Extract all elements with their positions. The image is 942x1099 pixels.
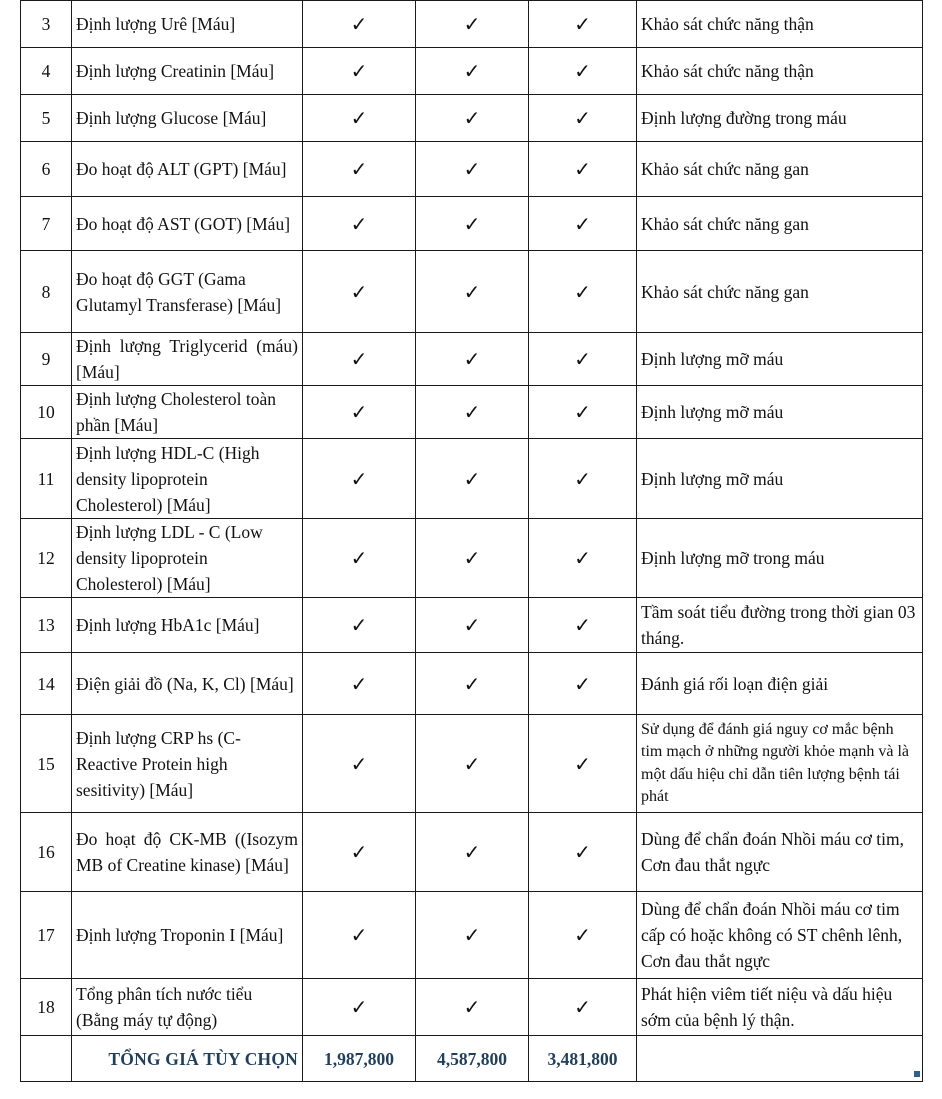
table-row <box>21 979 923 1036</box>
test-name: Tổng phân tích nước tiểu (Bằng máy tự động) <box>72 979 303 1036</box>
total-blank-cell <box>21 1036 72 1082</box>
check-icon: ✓ <box>303 333 416 386</box>
test-purpose: Phát hiện viêm tiết niệu và dấu hiệu sớm của bệnh lý thận. <box>637 979 923 1036</box>
row-number: 5 <box>21 95 72 142</box>
test-purpose: Định lượng mỡ trong máu <box>637 519 923 598</box>
check-icon: ✓ <box>529 95 637 142</box>
row-number: 9 <box>21 333 72 386</box>
total-price: 1,987,800 <box>303 1036 416 1082</box>
table-row <box>21 598 923 653</box>
table-row <box>21 439 923 519</box>
check-icon: ✓ <box>529 439 637 519</box>
test-purpose: Định lượng mỡ máu <box>637 333 923 386</box>
table-row <box>21 1 923 48</box>
lab-test-price-table <box>20 0 923 1082</box>
table-row <box>21 95 923 142</box>
resize-handle-icon <box>914 1071 920 1077</box>
test-purpose: Định lượng mỡ máu <box>637 386 923 439</box>
test-name: Định lượng CRP hs (C-Reactive Protein high sesitivity) [Máu] <box>72 715 303 813</box>
table-row <box>21 142 923 197</box>
test-purpose: Khảo sát chức năng gan <box>637 197 923 251</box>
check-icon: ✓ <box>303 1 416 48</box>
check-icon: ✓ <box>529 519 637 598</box>
test-purpose: Dùng để chẩn đoán Nhồi máu cơ tim cấp có hoặc không có ST chênh lênh, Cơn đau thắt ngực <box>637 892 923 979</box>
test-name: Định lượng Urê [Máu] <box>72 1 303 48</box>
check-icon: ✓ <box>303 598 416 653</box>
table-row <box>21 251 923 333</box>
test-purpose: Dùng để chẩn đoán Nhồi máu cơ tim, Cơn đau thắt ngực <box>637 813 923 892</box>
table-row <box>21 519 923 598</box>
row-number: 15 <box>21 715 72 813</box>
check-icon: ✓ <box>416 979 529 1036</box>
check-icon: ✓ <box>303 48 416 95</box>
check-icon: ✓ <box>416 333 529 386</box>
total-price: 4,587,800 <box>416 1036 529 1082</box>
check-icon: ✓ <box>529 892 637 979</box>
row-number: 14 <box>21 653 72 715</box>
test-purpose: Khảo sát chức năng gan <box>637 251 923 333</box>
test-name: Định lượng Creatinin [Máu] <box>72 48 303 95</box>
check-icon: ✓ <box>416 142 529 197</box>
check-icon: ✓ <box>529 653 637 715</box>
check-icon: ✓ <box>303 197 416 251</box>
check-icon: ✓ <box>529 1 637 48</box>
check-icon: ✓ <box>416 48 529 95</box>
row-number: 16 <box>21 813 72 892</box>
test-name: Định lượng Troponin I [Máu] <box>72 892 303 979</box>
check-icon: ✓ <box>529 715 637 813</box>
check-icon: ✓ <box>416 197 529 251</box>
test-name: Đo hoạt độ AST (GOT) [Máu] <box>72 197 303 251</box>
test-purpose: Định lượng mỡ máu <box>637 439 923 519</box>
check-icon: ✓ <box>303 142 416 197</box>
test-name: Đo hoạt độ CK-MB ((Isozym MB of Creatine kinase) [Máu] <box>72 813 303 892</box>
test-name: Đo hoạt độ GGT (Gama Glutamyl Transferase) [Máu] <box>72 251 303 333</box>
test-purpose: Sử dụng để đánh giá nguy cơ mắc bệnh tim mạch ở những người khỏe mạnh và là một dấu hiệu chỉ dẫn tiên lượng bệnh tái phát <box>637 715 923 813</box>
table-row <box>21 48 923 95</box>
row-number: 18 <box>21 979 72 1036</box>
test-purpose: Khảo sát chức năng thận <box>637 48 923 95</box>
check-icon: ✓ <box>303 386 416 439</box>
check-icon: ✓ <box>416 386 529 439</box>
check-icon: ✓ <box>416 251 529 333</box>
test-purpose: Tầm soát tiểu đường trong thời gian 03 tháng. <box>637 598 923 653</box>
check-icon: ✓ <box>303 715 416 813</box>
row-number: 12 <box>21 519 72 598</box>
check-icon: ✓ <box>416 1 529 48</box>
table-row <box>21 653 923 715</box>
row-number: 7 <box>21 197 72 251</box>
row-number: 11 <box>21 439 72 519</box>
test-name: Định lượng Cholesterol toàn phần [Máu] <box>72 386 303 439</box>
test-name: Định lượng HDL-C (High density lipoprotein Cholesterol) [Máu] <box>72 439 303 519</box>
check-icon: ✓ <box>416 598 529 653</box>
row-number: 6 <box>21 142 72 197</box>
table-row <box>21 715 923 813</box>
row-number: 13 <box>21 598 72 653</box>
test-name: Định lượng LDL - C (Low density lipoprotein Cholesterol) [Máu] <box>72 519 303 598</box>
table-row <box>21 333 923 386</box>
row-number: 3 <box>21 1 72 48</box>
test-name: Định lượng Triglycerid (máu) [Máu] <box>72 333 303 386</box>
row-number: 8 <box>21 251 72 333</box>
check-icon: ✓ <box>529 251 637 333</box>
row-number: 10 <box>21 386 72 439</box>
check-icon: ✓ <box>529 333 637 386</box>
check-icon: ✓ <box>529 142 637 197</box>
check-icon: ✓ <box>303 251 416 333</box>
check-icon: ✓ <box>416 892 529 979</box>
check-icon: ✓ <box>303 813 416 892</box>
check-icon: ✓ <box>529 197 637 251</box>
row-number: 4 <box>21 48 72 95</box>
check-icon: ✓ <box>303 653 416 715</box>
check-icon: ✓ <box>416 95 529 142</box>
check-icon: ✓ <box>529 598 637 653</box>
total-label: TỔNG GIÁ TÙY CHỌN <box>72 1036 303 1082</box>
row-number: 17 <box>21 892 72 979</box>
total-price: 3,481,800 <box>529 1036 637 1082</box>
check-icon: ✓ <box>416 715 529 813</box>
check-icon: ✓ <box>529 813 637 892</box>
total-note-blank-cell <box>637 1036 923 1082</box>
test-purpose: Định lượng đường trong máu <box>637 95 923 142</box>
test-purpose: Khảo sát chức năng gan <box>637 142 923 197</box>
table-row <box>21 386 923 439</box>
check-icon: ✓ <box>303 95 416 142</box>
check-icon: ✓ <box>416 813 529 892</box>
test-name: Định lượng Glucose [Máu] <box>72 95 303 142</box>
table-row <box>21 197 923 251</box>
check-icon: ✓ <box>529 48 637 95</box>
check-icon: ✓ <box>529 979 637 1036</box>
check-icon: ✓ <box>303 979 416 1036</box>
check-icon: ✓ <box>529 386 637 439</box>
test-name: Điện giải đồ (Na, K, Cl) [Máu] <box>72 653 303 715</box>
check-icon: ✓ <box>416 439 529 519</box>
test-purpose: Khảo sát chức năng thận <box>637 1 923 48</box>
check-icon: ✓ <box>303 892 416 979</box>
test-name: Định lượng HbA1c [Máu] <box>72 598 303 653</box>
check-icon: ✓ <box>303 439 416 519</box>
test-purpose: Đánh giá rối loạn điện giải <box>637 653 923 715</box>
check-icon: ✓ <box>416 519 529 598</box>
check-icon: ✓ <box>303 519 416 598</box>
total-row <box>21 1036 923 1082</box>
check-icon: ✓ <box>416 653 529 715</box>
test-name: Đo hoạt độ ALT (GPT) [Máu] <box>72 142 303 197</box>
table-row <box>21 813 923 892</box>
table-row <box>21 892 923 979</box>
